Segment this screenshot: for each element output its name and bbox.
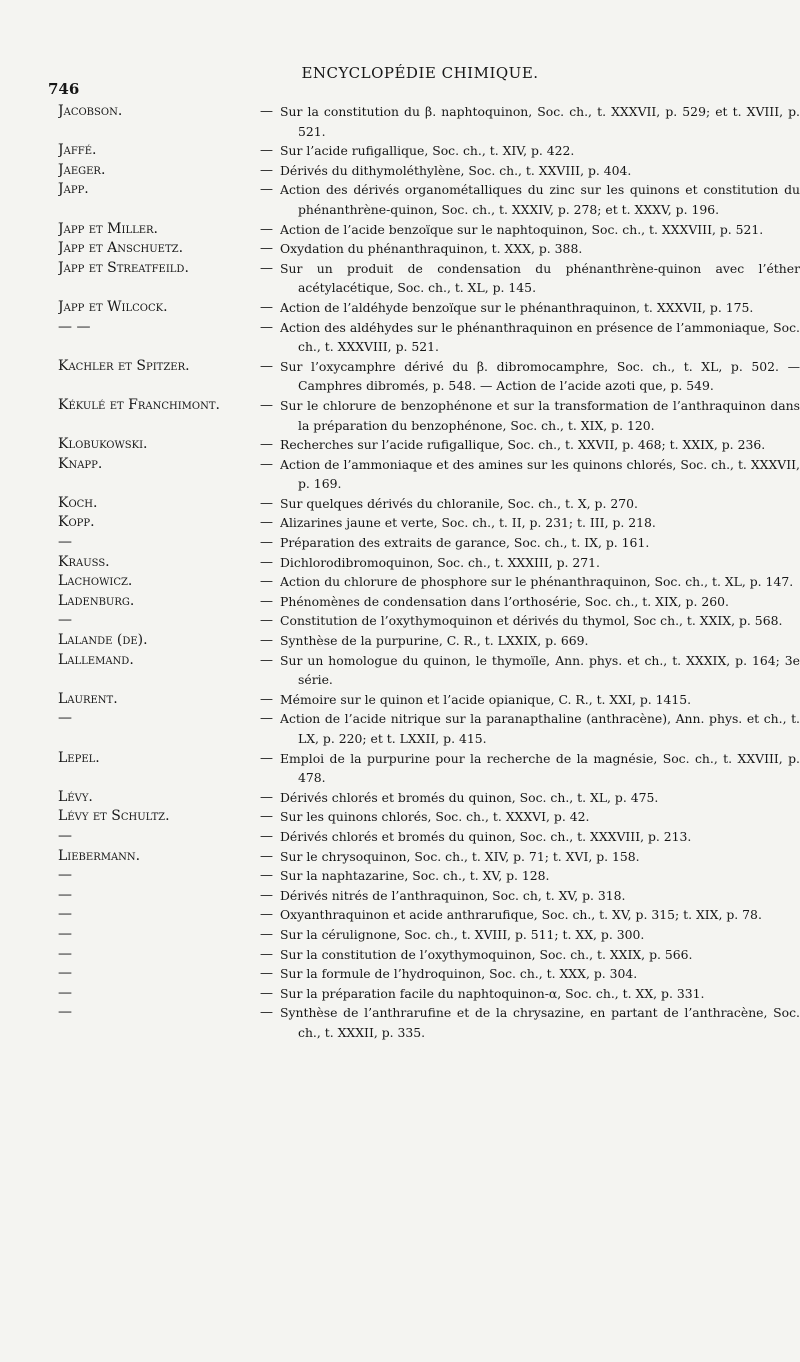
- bibliography-entry: [58, 945, 800, 965]
- entry-text: Dérivés chlorés et bromés du quinon, Soc. ch., t. XXXVIII, p. 213.: [280, 828, 692, 844]
- bibliography-entry: [58, 553, 800, 573]
- entry-dash: —: [260, 809, 273, 825]
- entry-text: Mémoire sur le quinon et l’acide opianique, C. R., t. XXI, p. 1415.: [280, 691, 692, 707]
- bibliography-entry: [58, 847, 800, 867]
- entry-text: Sur la naphtazarine, Soc. ch., t. XV, p. 128.: [280, 868, 550, 884]
- entry-text: Préparation des extraits de garance, Soc. ch., t. IX, p. 161.: [280, 535, 650, 551]
- entry-author: Lévy.: [58, 788, 93, 805]
- bibliography-entry: [58, 220, 800, 240]
- bibliography-entry: [58, 455, 800, 494]
- bibliography-entry: [58, 396, 800, 435]
- entry-text: Dérivés chlorés et bromés du quinon, Soc. ch., t. XL, p. 475.: [280, 789, 659, 805]
- bibliography-entry: [58, 925, 800, 945]
- bibliography-entry: [58, 827, 800, 847]
- entry-dash: —: [260, 221, 273, 237]
- entry-dash: —: [260, 907, 273, 923]
- entry-author: Jaeger.: [58, 161, 106, 178]
- entry-dash: —: [260, 789, 273, 805]
- entry-dash: —: [260, 985, 273, 1001]
- bibliography-entry: [58, 866, 800, 886]
- entry-dash: —: [260, 613, 273, 629]
- entry-dash: —: [260, 633, 273, 649]
- entry-text: Sur la constitution du β. naphtoquinon, Soc. ch., t. XXXVII, p. 529; et t. XVIII, p. 521.: [280, 104, 800, 139]
- entry-author: —: [58, 827, 72, 844]
- entry-author: Japp et Anschuetz.: [58, 240, 184, 257]
- entry-text: Oxyanthraquinon et acide anthrarufique, Soc. ch., t. XV, p. 315; t. XIX, p. 78.: [280, 907, 762, 923]
- entry-dash: —: [260, 241, 273, 257]
- bibliography-entry: [58, 611, 800, 631]
- entry-author: —: [58, 984, 72, 1001]
- entry-author: Lepel.: [58, 749, 100, 766]
- bibliography-entry: [58, 494, 800, 514]
- entry-text: Action des dérivés organométalliques du zinc sur les quinons et constitution du phénanthrène-quinon, Soc. ch., t. XXXIV, p. 278; et t. XXXV, p. 196.: [280, 182, 800, 217]
- entry-text: Emploi de la purpurine pour la recherche de la magnésie, Soc. ch., t. XXVIII, p. 478.: [280, 750, 800, 786]
- entry-author: Japp.: [58, 181, 89, 198]
- bibliography-entry: [58, 318, 800, 357]
- entry-text: Action de l’aldéhyde benzoïque sur le phénanthraquinon, t. XXXVII, p. 175.: [280, 299, 754, 315]
- entry-text: Sur la cérulignone, Soc. ch., t. XVIII, p. 511; t. XX, p. 300.: [280, 926, 645, 942]
- running-head: ENCYCLOPÉDIE CHIMIQUE.: [301, 64, 539, 82]
- entry-dash: —: [260, 750, 273, 766]
- page-number: 746: [48, 80, 80, 98]
- entry-author: Ladenburg.: [58, 592, 135, 609]
- entry-author: —: [58, 965, 72, 982]
- bibliography-entry: [58, 807, 800, 827]
- entry-author: —: [58, 945, 72, 962]
- entry-text: Sur le chrysoquinon, Soc. ch., t. XIV, p. 71; t. XVI, p. 158.: [280, 848, 640, 864]
- entry-dash: —: [260, 711, 273, 727]
- entry-text: Dérivés du dithymoléthylène, Soc. ch., t. XXVIII, p. 404.: [280, 162, 632, 178]
- bibliography-entry: [58, 180, 800, 219]
- entry-author: Kékulé et Franchimont.: [58, 396, 220, 413]
- bibliography-entry: [58, 357, 800, 396]
- entry-author: Lachowicz.: [58, 573, 133, 590]
- entry-author: Laurent.: [58, 690, 118, 707]
- bibliography-entry: [58, 533, 800, 553]
- entry-author: Liebermann.: [58, 847, 141, 864]
- entry-dash: —: [260, 299, 273, 315]
- entry-dash: —: [260, 926, 273, 942]
- entry-text: Synthèse de la purpurine, C. R., t. LXXIX, p. 669.: [280, 633, 589, 649]
- entry-author: —: [58, 710, 72, 727]
- entry-dash: —: [260, 593, 273, 609]
- entry-dash: —: [260, 456, 273, 472]
- bibliography-entry: [58, 435, 800, 455]
- entry-dash: —: [260, 319, 273, 335]
- bibliography-entry: [58, 298, 800, 318]
- bibliography-entry: [58, 239, 800, 259]
- bibliography-entry: [58, 690, 800, 710]
- entry-dash: —: [260, 495, 273, 511]
- entry-dash: —: [260, 358, 273, 374]
- entry-text: Sur quelques dérivés du chloranile, Soc. ch., t. X, p. 270.: [280, 495, 638, 511]
- bibliography-entry: [58, 709, 800, 748]
- entry-text: Sur la constitution de l’oxythymoquinon, Soc. ch., t. XXIX, p. 566.: [280, 946, 693, 962]
- entry-text: Sur l’acide rufigallique, Soc. ch., t. XIV, p. 422.: [280, 143, 575, 159]
- entry-author: —: [58, 612, 72, 629]
- entry-dash: —: [260, 1005, 273, 1021]
- entry-dash: —: [260, 515, 273, 531]
- entry-text: Action de l’acide nitrique sur la paranapthaline (anthracène), Ann. phys. et ch., t. LX, p. 220; et t. LXXII, p. 415.: [280, 711, 800, 746]
- bibliography-entry: [58, 964, 800, 984]
- entry-author: Knapp.: [58, 455, 103, 472]
- entry-dash: —: [260, 848, 273, 864]
- entry-text: Oxydation du phénanthraquinon, t. XXX, p. 388.: [280, 241, 583, 257]
- entry-author: Koch.: [58, 494, 98, 511]
- entry-text: Action des aldéhydes sur le phénanthraquinon en présence de l’ammoniaque, Soc. ch., t. XXXVIII, p. 521.: [280, 319, 800, 355]
- entry-dash: —: [260, 574, 273, 590]
- entry-author: Krauss.: [58, 553, 110, 570]
- entry-text: Sur un produit de condensation du phénanthrène-quinon avec l’éther acétylacétique, Soc. ch., t. XL, p. 145.: [280, 260, 800, 296]
- entry-author: Kopp.: [58, 514, 95, 531]
- bibliography-list: [58, 102, 800, 1043]
- bibliography-entry: [58, 651, 800, 690]
- bibliography-entry: [58, 161, 800, 181]
- entry-author: Japp et Streatfeild.: [58, 259, 189, 276]
- entry-text: Phénomènes de condensation dans l’orthosérie, Soc. ch., t. XIX, p. 260.: [280, 593, 729, 609]
- entry-text: Synthèse de l’anthrarufine et de la chrysazine, en partant de l’anthracène, Soc. ch., t. XXXII, p. 335.: [280, 1005, 800, 1040]
- bibliography-entry: [58, 259, 800, 298]
- entry-text: Sur l’oxycamphre dérivé du β. dibromocamphre, Soc. ch., t. XL, p. 502. — Camphres dibromés, p. 548. — Action de l’acide azoti que, p. 549.: [280, 358, 800, 394]
- entry-text: Sur le chlorure de benzophénone et sur la transformation de l’anthraquinon dans la préparation du benzophénone, Soc. ch., t. XIX, p. 120.: [280, 397, 800, 433]
- entry-author: Lalande (de).: [58, 632, 148, 649]
- entry-dash: —: [260, 397, 273, 413]
- entry-author: — —: [58, 318, 91, 335]
- entry-dash: —: [260, 887, 273, 903]
- entry-dash: —: [260, 437, 273, 453]
- entry-author: Lallemand.: [58, 651, 134, 668]
- entry-text: Alizarines jaune et verte, Soc. ch., t. II, p. 231; t. III, p. 218.: [280, 515, 656, 531]
- entry-dash: —: [260, 966, 273, 982]
- entry-dash: —: [260, 868, 273, 884]
- entry-author: Kachler et Spitzer.: [58, 357, 190, 374]
- entry-dash: —: [260, 828, 273, 844]
- bibliography-entry: [58, 1003, 800, 1042]
- bibliography-entry: [58, 905, 800, 925]
- entry-dash: —: [260, 182, 273, 198]
- entry-text: Action du chlorure de phosphore sur le phénanthraquinon, Soc. ch., t. XL, p. 147.: [280, 574, 794, 590]
- bibliography-entry: [58, 513, 800, 533]
- entry-dash: —: [260, 162, 273, 178]
- bibliography-entry: [58, 102, 800, 141]
- entry-text: Constitution de l’oxythymoquinon et dérivés du thymol, Soc ch., t. XXIX, p. 568.: [280, 613, 783, 629]
- entry-author: —: [58, 906, 72, 923]
- entry-text: Sur les quinons chlorés, Soc. ch., t. XXXVI, p. 42.: [280, 809, 590, 825]
- entry-author: —: [58, 1004, 72, 1021]
- entry-text: Dichlorodibromoquinon, Soc. ch., t. XXXIII, p. 271.: [280, 554, 600, 570]
- bibliography-entry: [58, 984, 800, 1004]
- bibliography-entry: [58, 788, 800, 808]
- entry-dash: —: [260, 143, 273, 159]
- entry-author: Lévy et Schultz.: [58, 808, 170, 825]
- entry-author: —: [58, 886, 72, 903]
- entry-text: Dérivés nitrés de l’anthraquinon, Soc. ch, t. XV, p. 318.: [280, 887, 626, 903]
- entry-dash: —: [260, 104, 273, 119]
- entry-dash: —: [260, 691, 273, 707]
- entry-author: Klobukowski.: [58, 436, 148, 453]
- entry-text: Action de l’ammoniaque et des amines sur les quinons chlorés, Soc. ch., t. XXXVII, p. 169.: [280, 456, 800, 492]
- bibliography-entry: [58, 572, 800, 592]
- entry-dash: —: [260, 260, 273, 276]
- entry-author: Jacobson.: [58, 103, 123, 119]
- entry-text: Recherches sur l’acide rufigallique, Soc. ch., t. XXVII, p. 468; t. XXIX, p. 236.: [280, 437, 766, 453]
- entry-text: Sur la formule de l’hydroquinon, Soc. ch., t. XXX, p. 304.: [280, 966, 638, 982]
- entry-author: Jaffé.: [58, 142, 97, 159]
- bibliography-entry: [58, 631, 800, 651]
- entry-dash: —: [260, 535, 273, 551]
- entry-dash: —: [260, 652, 273, 668]
- bibliography-entry: [58, 749, 800, 788]
- entry-author: Japp et Miller.: [58, 220, 159, 237]
- entry-dash: —: [260, 554, 273, 570]
- entry-author: —: [58, 534, 72, 551]
- entry-author: —: [58, 867, 72, 884]
- bibliography-entry: [58, 886, 800, 906]
- bibliography-entry: [58, 141, 800, 161]
- entry-author: Japp et Wilcock.: [58, 298, 168, 315]
- entry-text: Sur un homologue du quinon, le thymoïle, Ann. phys. et ch., t. XXXIX, p. 164; 3e série.: [280, 652, 800, 688]
- entry-author: —: [58, 925, 72, 942]
- entry-text: Sur la préparation facile du naphtoquinon-α, Soc. ch., t. XX, p. 331.: [280, 985, 705, 1001]
- entry-text: Action de l’acide benzoïque sur le naphtoquinon, Soc. ch., t. XXXVIII, p. 521.: [280, 221, 764, 237]
- entry-dash: —: [260, 946, 273, 962]
- bibliography-entry: [58, 592, 800, 612]
